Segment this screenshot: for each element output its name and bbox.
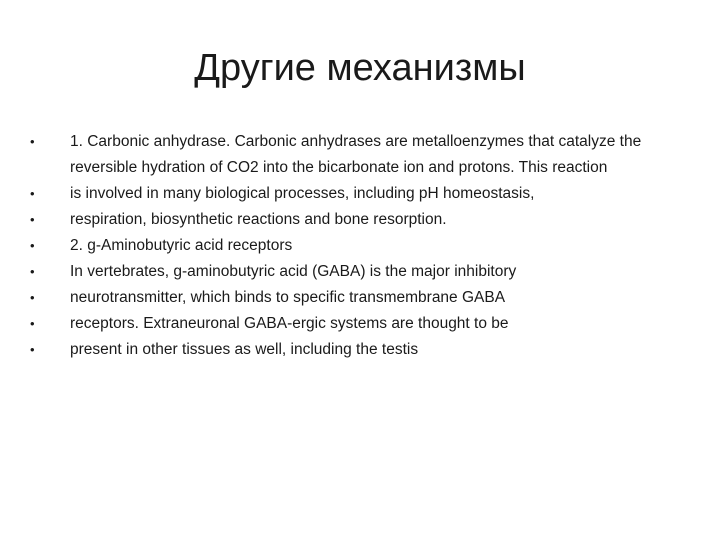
list-item-text: present in other tissues as well, including the testis [70, 341, 419, 358]
slide-title: Другие механизмы [194, 47, 526, 89]
list-item [30, 155, 690, 181]
list-item [30, 181, 690, 207]
list-item-text: neurotransmitter, which binds to specific transmembrane GABA [70, 289, 506, 306]
bullet-marker: • [30, 290, 35, 305]
list-item [30, 337, 690, 363]
bullet-marker: • [30, 342, 35, 357]
list-item-text: receptors. Extraneuronal GABA-ergic systems are thought to be [70, 315, 509, 332]
list-item-text: 2. g-Aminobutyric acid receptors [70, 237, 293, 254]
list-item [30, 285, 690, 311]
list-item-text: 1. Carbonic anhydrase. Carbonic anhydrases are metalloenzymes that catalyze the [70, 133, 642, 150]
bullet-marker: • [30, 134, 35, 149]
bullet-list [30, 129, 690, 363]
bullet-marker: • [30, 238, 35, 253]
bullet-marker: • [30, 186, 35, 201]
list-item-text: is involved in many biological processes, including pH homeostasis, [70, 185, 535, 202]
bullet-marker: • [30, 316, 35, 331]
list-item [30, 259, 690, 285]
list-item-text: respiration, biosynthetic reactions and bone resorption. [70, 211, 447, 228]
list-item-text: In vertebrates, g-aminobutyric acid (GABA) is the major inhibitory [70, 263, 517, 280]
bullet-marker: • [30, 212, 35, 227]
list-item-text: reversible hydration of CO2 into the bicarbonate ion and protons. This reaction [70, 159, 608, 176]
list-item [30, 311, 690, 337]
list-item [30, 207, 690, 233]
list-item [30, 233, 690, 259]
list-item [30, 129, 690, 155]
bullet-marker: • [30, 264, 35, 279]
